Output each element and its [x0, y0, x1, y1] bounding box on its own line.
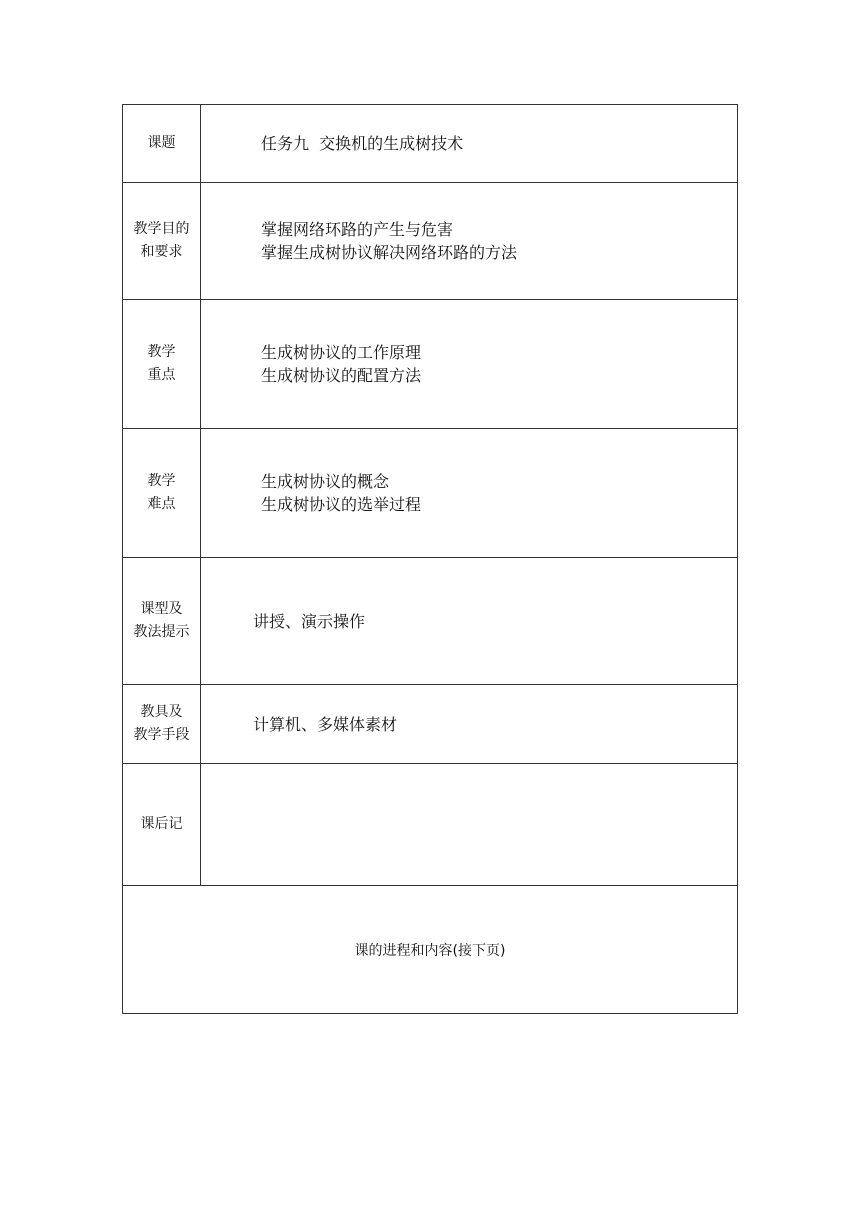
lesson-plan-table — [122, 104, 738, 1014]
row-postscript — [123, 764, 738, 886]
label-postscript: 课后记 — [123, 764, 201, 886]
label-topic: 课题 — [123, 105, 201, 183]
footer-note: 课的进程和内容(接下页) — [123, 886, 738, 1014]
label-objectives: 教学目的 和要求 — [123, 183, 201, 300]
row-teaching-aids — [123, 685, 738, 764]
label-teaching-aids: 教具及 教学手段 — [123, 685, 201, 764]
value-topic: 任务九 交换机的生成树技术 — [201, 105, 738, 183]
row-footer — [123, 886, 738, 1014]
row-difficulties — [123, 429, 738, 558]
value-lesson-type: 讲授、演示操作 — [201, 558, 738, 685]
label-lesson-type: 课型及 教法提示 — [123, 558, 201, 685]
value-teaching-aids: 计算机、多媒体素材 — [201, 685, 738, 764]
value-postscript — [201, 764, 738, 886]
value-objectives: 掌握网络环路的产生与危害 掌握生成树协议解决网络环路的方法 — [201, 183, 738, 300]
label-key-points: 教学 重点 — [123, 300, 201, 429]
value-difficulties: 生成树协议的概念 生成树协议的选举过程 — [201, 429, 738, 558]
label-difficulties: 教学 难点 — [123, 429, 201, 558]
row-key-points — [123, 300, 738, 429]
row-topic — [123, 105, 738, 183]
row-lesson-type — [123, 558, 738, 685]
value-key-points: 生成树协议的工作原理 生成树协议的配置方法 — [201, 300, 738, 429]
row-objectives — [123, 183, 738, 300]
